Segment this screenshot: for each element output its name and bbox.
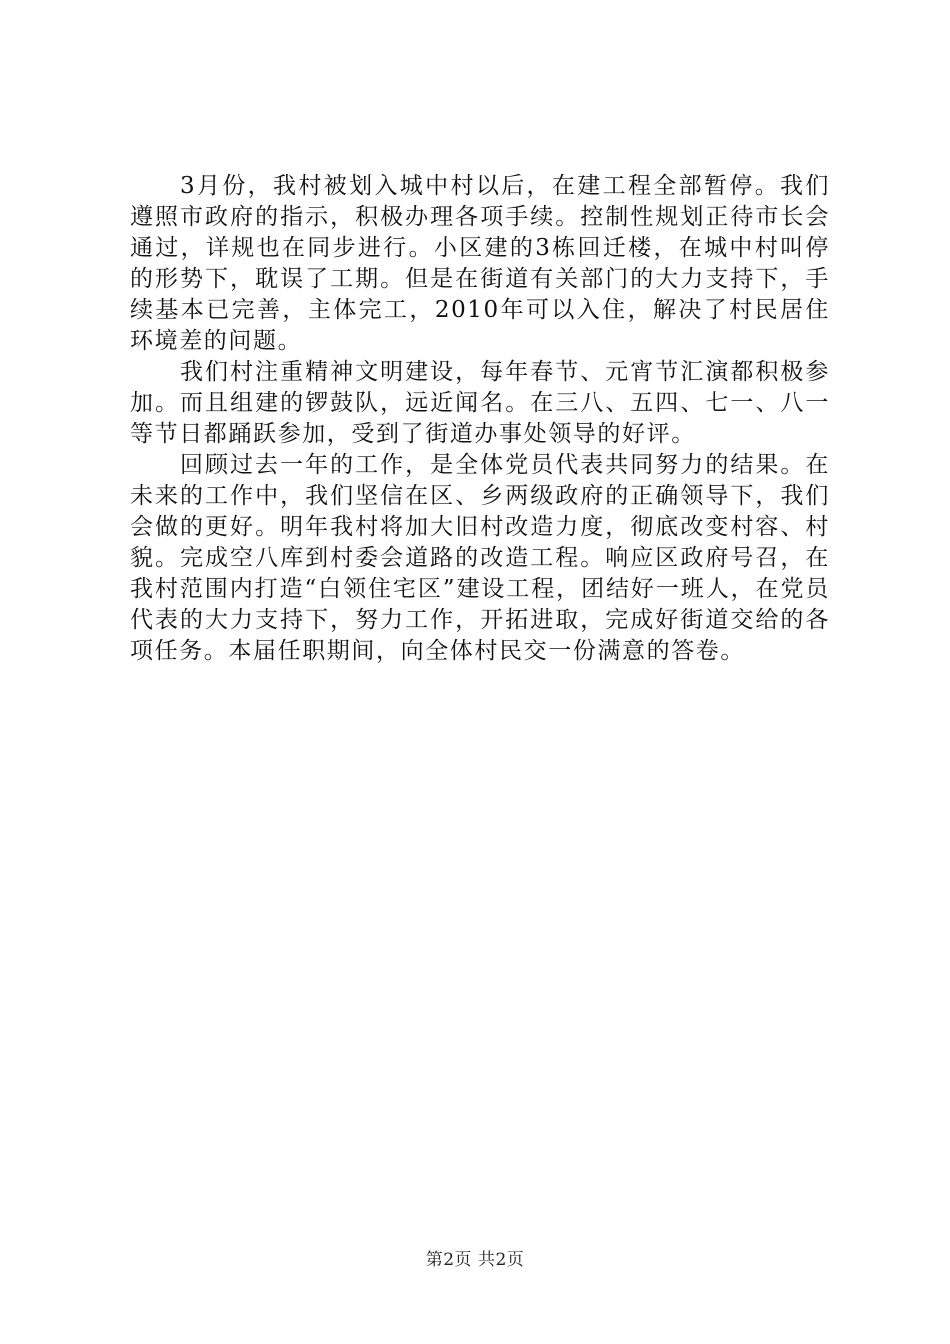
paragraph-culture: 我们村注重精神文明建设，每年春节、元宵节汇演都积极参加。而且组建的锣鼓队，远近闻名。在三八、五四、七一、八一等节日都踊跃参加，受到了街道办事处领导的好评。 — [130, 359, 830, 447]
paragraph-construction: 3月份，我村被划入城中村以后，在建工程全部暂停。我们遵照市政府的指示，积极办理各项手续。控制性规划正待市长会通过，详规也在同步进行。小区建的3栋回迁楼，在城中村叫停的形势下，耽误了工期。但是在街道有关部门的大力支持下，手续基本已完善，主体完工，2010年可以入住，解决了村民居住环境差的问题。 — [130, 173, 830, 354]
paragraph-review: 回顾过去一年的工作，是全体党员代表共同努力的结果。在未来的工作中，我们坚信在区、乡两级政府的正确领导下，我们会做的更好。明年我村将加大旧村改造力度，彻底改变村容、村貌。完成空八库到村委会道路的改造工程。响应区政府号召，在我村范围内打造“白领住宅区”建设工程，团结好一班人，在党员代表的大力支持下，努力工作，开拓进取，完成好街道交给的各项任务。本届任职期间，向全体村民交一份满意的答卷。 — [130, 452, 830, 664]
page-number-footer: 第2页 共2页 — [425, 1250, 525, 1270]
document-body — [130, 171, 830, 667]
